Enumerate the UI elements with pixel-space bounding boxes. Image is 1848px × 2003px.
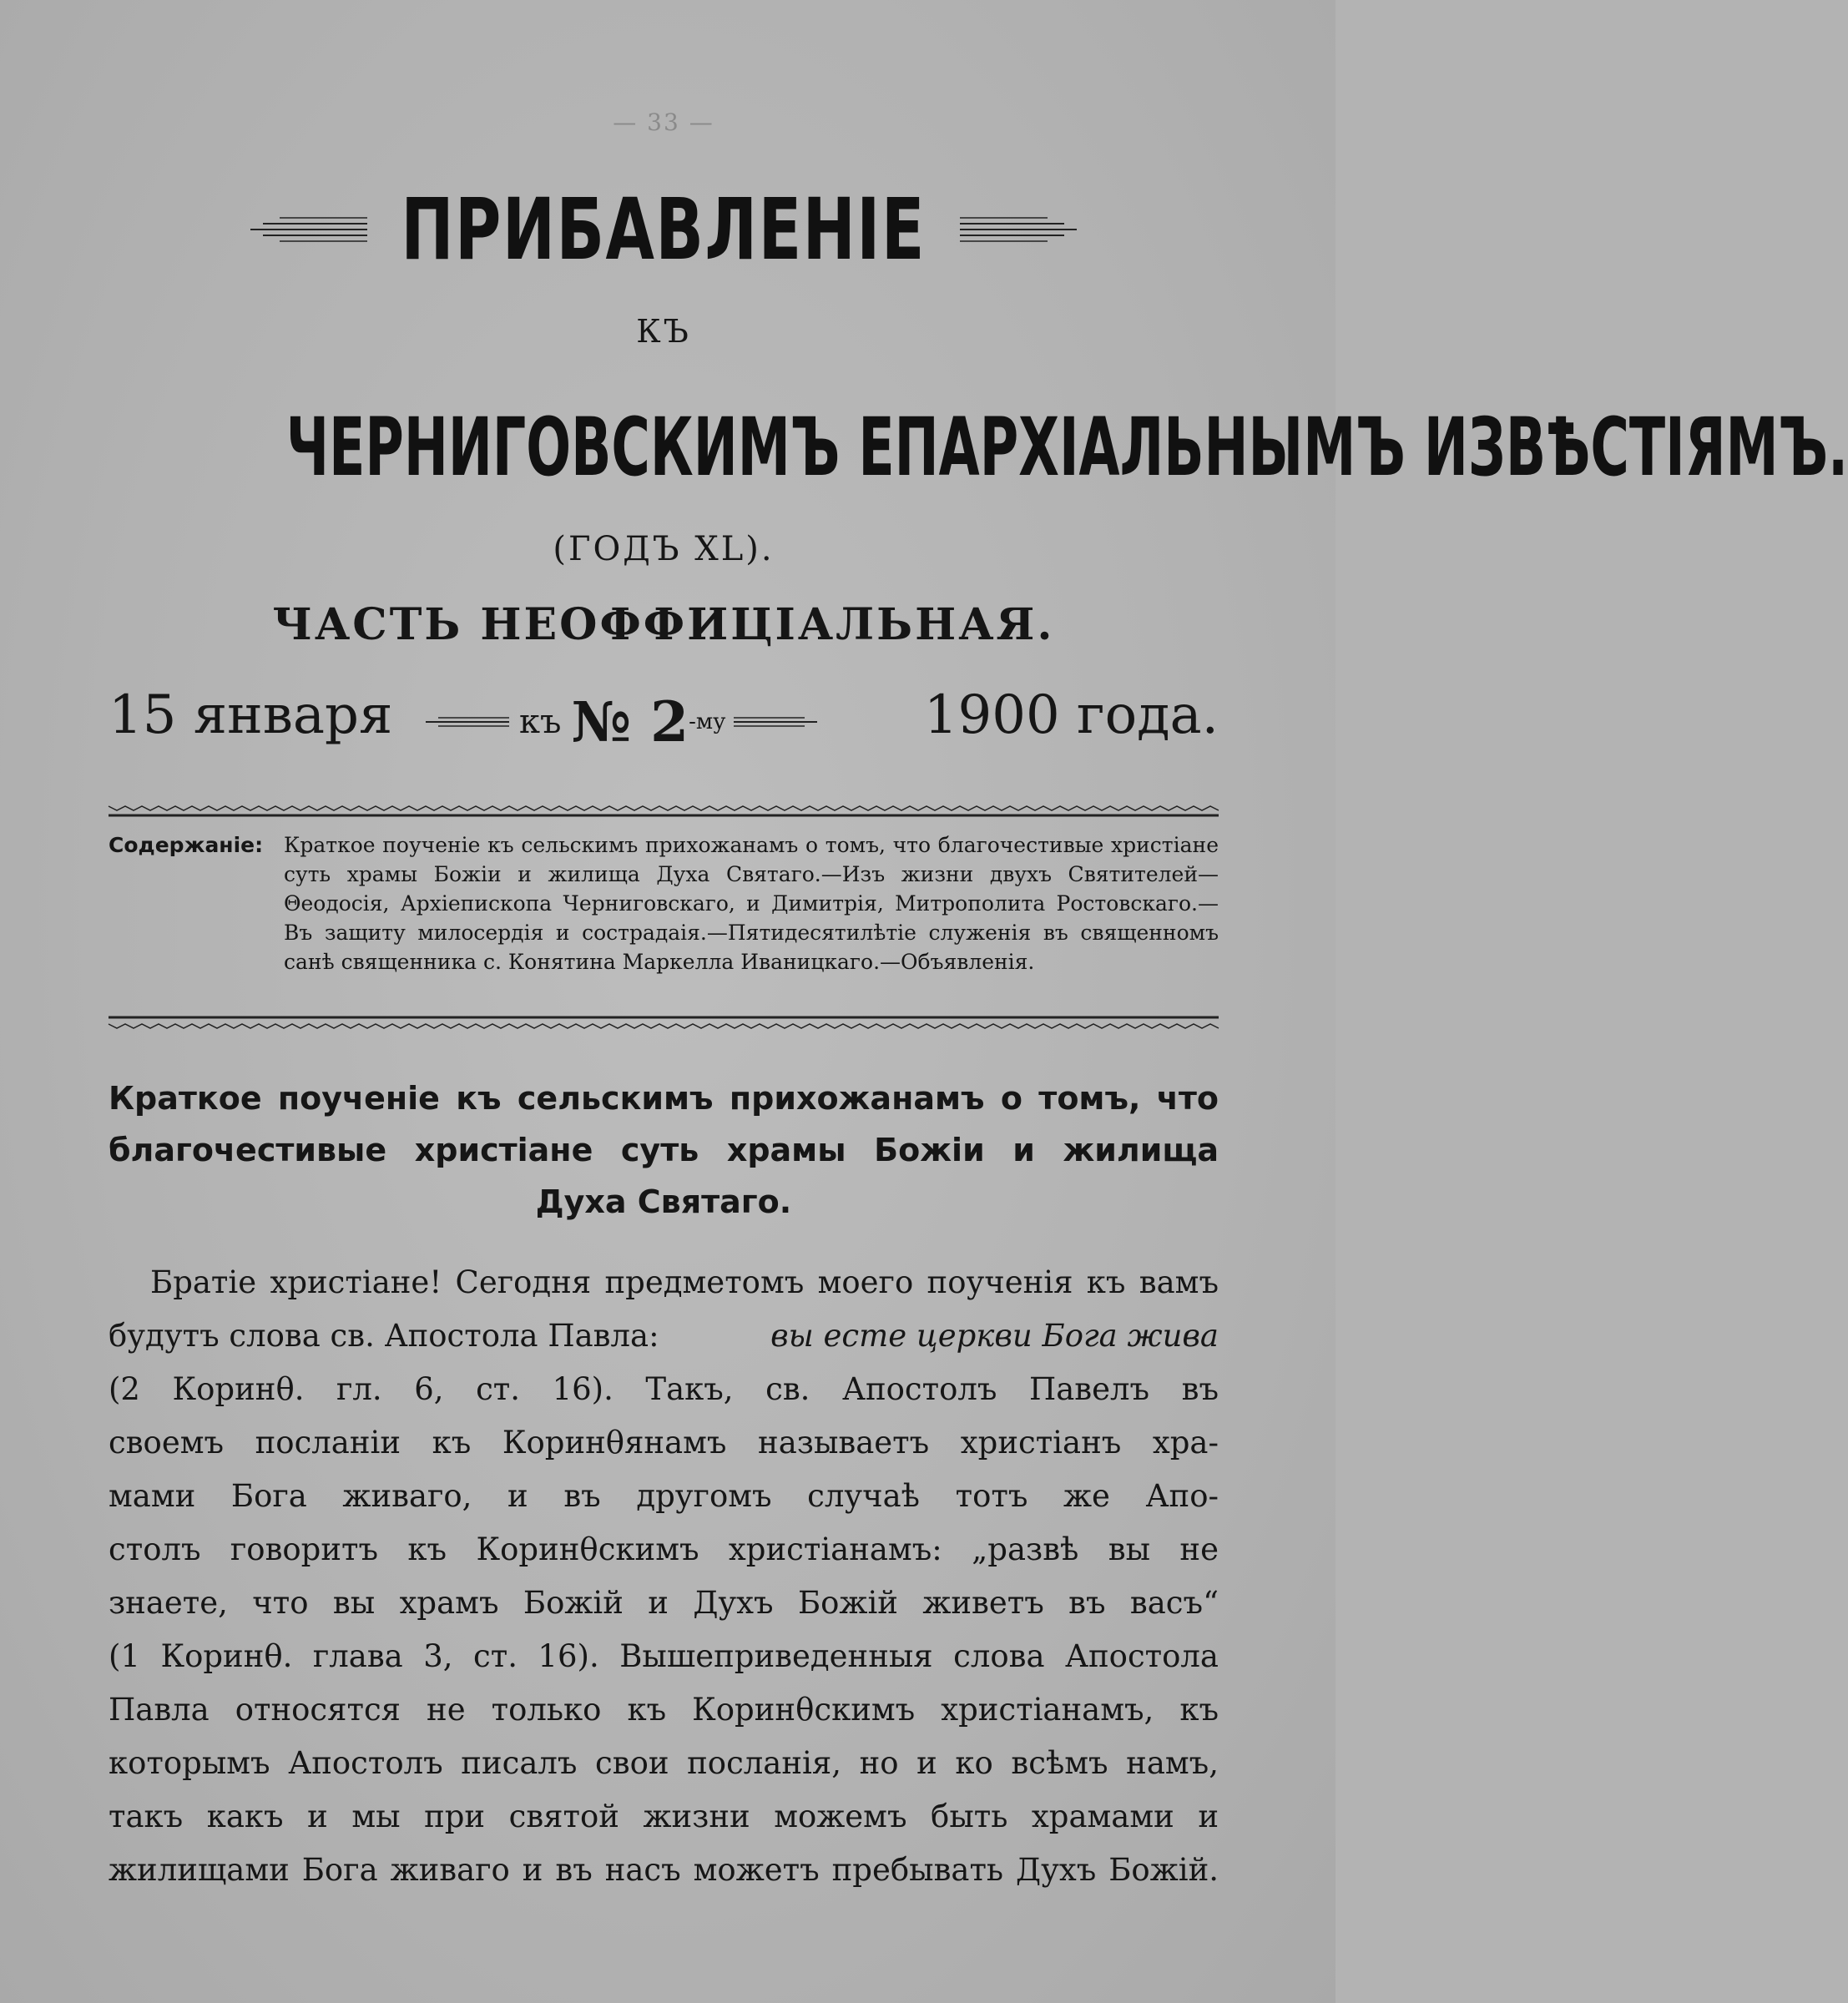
issue-line — [109, 684, 1219, 759]
issue-number-group — [426, 684, 817, 759]
heading-line-3-text: Духа Святаго. — [535, 1183, 792, 1220]
right-number-ornament — [734, 714, 817, 730]
body-line-12 — [109, 1844, 1219, 1897]
journal-title: ЧЕРНИГОВСКИМЪ ЕПАРХІАЛЬНЫМЪ ИЗВѢСТІЯМЪ. — [285, 401, 1848, 494]
left-title-ornament — [250, 213, 367, 246]
body-line-9 — [109, 1683, 1219, 1737]
heading-line-1-text: Краткое поученіе къ сельскимъ прихожанамъ о томъ, что — [109, 1080, 1219, 1117]
body-line-1 — [109, 1256, 1219, 1309]
issue-number-suffix: -му — [689, 709, 726, 734]
bottom-contents-rule — [109, 1014, 1219, 1032]
body-line-7 — [109, 1577, 1219, 1630]
body-line-4-text: своемъ посланіи къ Коринθянамъ называетъ христіанъ хра- — [109, 1425, 1219, 1461]
body-line-1-text: Братіе христіане! Сегодня предметомъ моего поученія къ вамъ — [150, 1264, 1219, 1300]
body-line-2-text: будутъ слова св. Апостола Павла: — [109, 1318, 659, 1354]
body-line-9-text: Павла относятся не только къ Коринθскимъ христіанамъ, къ — [109, 1692, 1219, 1728]
body-line-7-text: знаете, что вы храмъ Божій и Духъ Божій живетъ въ васъ“ — [109, 1585, 1219, 1621]
contents-block — [109, 830, 1219, 976]
heading-line-3 — [109, 1176, 1219, 1228]
body-line-11 — [109, 1790, 1219, 1844]
article-heading — [109, 1072, 1219, 1228]
issue-prefix: къ — [519, 703, 562, 741]
scripture-quote: вы есте церкви Бога жива — [770, 1318, 1219, 1354]
issue-date: 15 января — [109, 684, 393, 746]
contents-text: Краткое поученіе къ сельскимъ прихожанамъ о томъ, что благочестивые христіане суть храмы Божіи и жилища Духа Святаго.—Изъ жизни двухъ Святителей—Θеодосія, Архіепископа Черниговскаго, и Димитрія, Митрополита Ростовскаго.—Въ защиту милосердія и сострадаія.—Пятидесятилѣтіе служенія въ священномъ санѣ священника с. Конятина Маркелла Иваницкаго.—Объявленія. — [284, 833, 1219, 974]
body-line-5-text: мами Бога живаго, и въ другомъ случаѣ тотъ же Апо- — [109, 1478, 1219, 1514]
issue-year: 1900 года. — [923, 684, 1219, 746]
body-line-3-text: (2 Коринθ. гл. 6, ст. 16). Такъ, св. Апостолъ Павелъ въ — [109, 1371, 1219, 1407]
body-line-2 — [109, 1309, 1219, 1363]
supplement-title: ПРИБАВЛЕНІЕ — [401, 179, 927, 280]
body-line-6 — [109, 1523, 1219, 1577]
body-line-10-text: которымъ Апостолъ писалъ свои посланія, но и ко всѣмъ намъ, — [109, 1745, 1219, 1781]
body-line-4 — [109, 1416, 1219, 1470]
body-line-6-text: столъ говоритъ къ Коринθскимъ христіанамъ: „развѣ вы не — [109, 1531, 1219, 1567]
year-label: (ГОДЪ XL). — [553, 530, 775, 568]
page-content — [109, 0, 1848, 2003]
page-number: — 33 — — [613, 108, 714, 136]
top-contents-rule — [109, 803, 1219, 821]
body-line-5 — [109, 1470, 1219, 1523]
body-line-10 — [109, 1737, 1219, 1790]
body-line-11-text: такъ какъ и мы при святой жизни можемъ быть храмами и — [109, 1799, 1219, 1834]
contents-label: Содержаніе: — [109, 833, 264, 857]
left-number-ornament — [426, 714, 509, 730]
heading-line-1 — [109, 1072, 1219, 1124]
body-line-12-text: жилищами Бога живаго и въ насъ можетъ пребывать Духъ Божій. — [109, 1852, 1219, 1888]
preposition: КЪ — [636, 313, 691, 350]
article-body — [109, 1256, 1219, 1897]
body-line-8 — [109, 1630, 1219, 1683]
heading-line-2 — [109, 1124, 1219, 1176]
title-row — [109, 179, 1219, 280]
heading-line-2-text: благочестивые христіане суть храмы Божіи и жилища — [109, 1132, 1219, 1168]
right-title-ornament — [960, 213, 1077, 246]
issue-number: № 2 — [571, 689, 689, 754]
body-line-8-text: (1 Коринθ. глава 3, ст. 16). Вышеприведенныя слова Апостола — [109, 1638, 1219, 1674]
part-label: ЧАСТЬ НЕОФФИЦІАЛЬНАЯ. — [272, 599, 1055, 650]
body-line-3 — [109, 1363, 1219, 1416]
